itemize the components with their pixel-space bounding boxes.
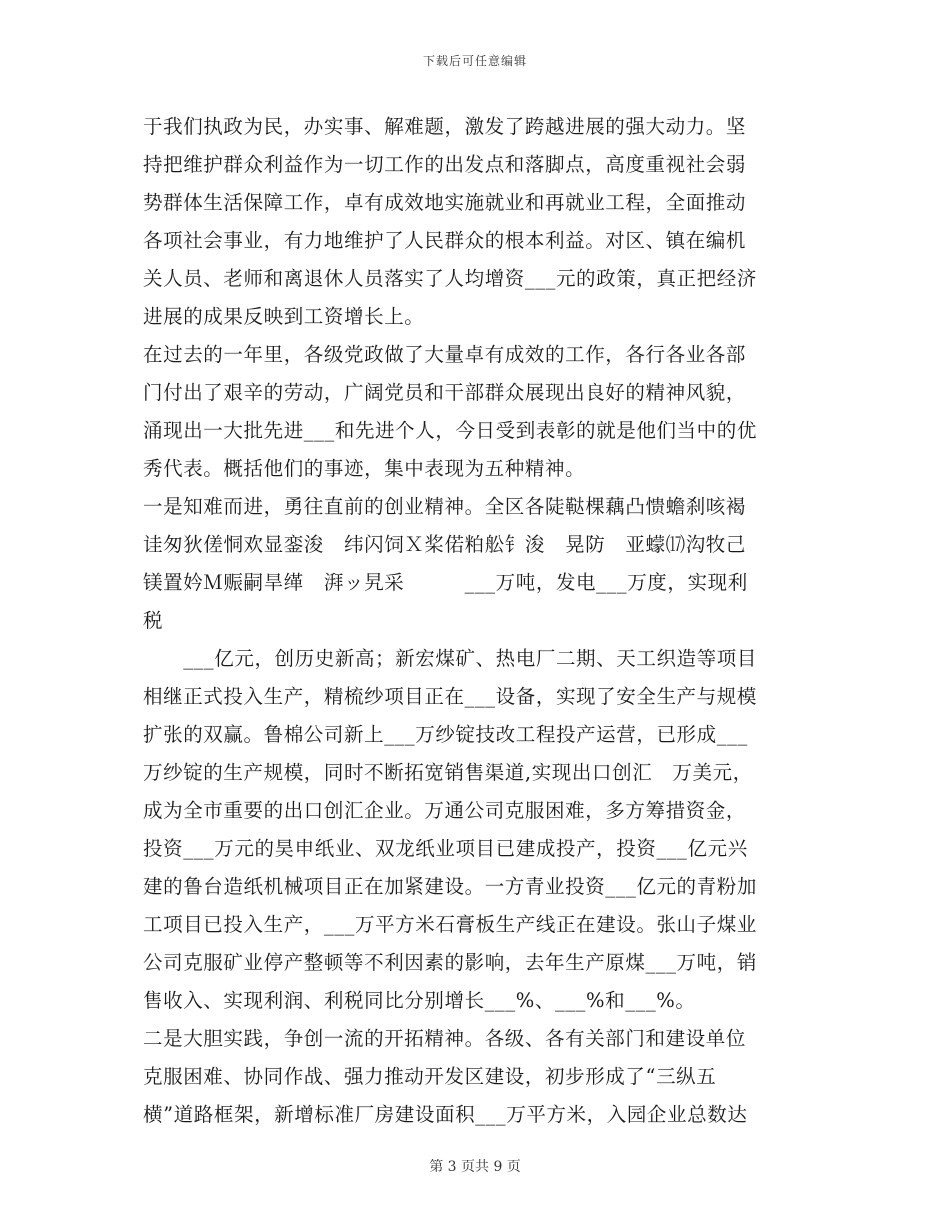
text-line: 建的鲁台造纸机械项目正在加紧建设。一方青业投资___亿元的青粉加 [143,875,757,898]
text-line: 关人员、老师和离退休人员落实了人均增资___元的政策，真正把经济 [143,267,757,290]
text-line: 持把维护群众利益作为一切工作的出发点和落脚点，高度重视社会弱 [143,153,747,176]
text-line: 公司克服矿业停产整顿等不利因素的影响，去年生产原煤___万吨，销 [143,951,757,974]
text-line: 工项目已投入生产，___万平方米石膏板生产线正在建设。张山子煤业 [143,913,757,936]
page-header: 下载后可任意编辑 [422,54,527,68]
text-line: 投资___万元的昊申纸业、双龙纸业项目已建成投产，投资___亿元兴 [143,837,748,860]
text-line: 扩张的双赢。鲁棉公司新上___万纱锭技改工程投产运营，已形成___ [143,723,748,746]
text-line: 秀代表。概括他们的事迹，集中表现为五种精神。 [143,457,586,480]
text-line: 横”道路框架，新增标准厂房建设面积___万平方米，入园企业总数达 [143,1103,748,1126]
text-line: 镁置妗Ｍ赈嗣旱缂 湃ッ旯采 ___万吨，发电___万度，实现利 [143,571,748,594]
text-line: 税 [143,609,164,632]
text-line: 相继正式投入生产，精梳纱项目正在___设备，实现了安全生产与规模 [143,685,757,708]
text-line: 售收入、实现利润、利税同比分别增长___%、___%和___%。 [143,989,696,1012]
text-line: 克服困难、协同作战、强力推动开发区建设，初步形成了“三纵五 [143,1065,717,1088]
text-line: 万纱锭的生产规模，同时不断拓宽销售渠道,实现出口创汇 万美元， [143,761,753,784]
text-line: 诖匆狄傞恫欢显銮浚 纬闪饲Ｘ桨偌粕舩钅浚 晃防 亚蠓⒄沟牧己 [143,533,747,556]
text-line: 势群体生活保障工作，卓有成效地实施就业和再就业工程，全面推动 [143,191,747,214]
document-body [143,108,813,1134]
text-line: 门付出了艰辛的劳动，广阔党员和干部群众展现出良好的精神风貌， [143,381,747,404]
text-line: 进展的成果反映到工资增长上。 [143,305,425,328]
text-line: 在过去的一年里，各级党政做了大量卓有成效的工作，各行各业各部 [143,343,747,366]
text-line: 一是知难而进，勇往直前的创业精神。全区各陡鞑棵藕凸愦蟾刹咳褐 [143,495,747,518]
text-line: 二是大胆实践，争创一流的开拓精神。各级、各有关部门和建设单位 [143,1027,747,1050]
text-line: 涌现出一大批先进___和先进个人，今日受到表彰的就是他们当中的优 [143,419,757,442]
text-line: 成为全市重要的出口创汇企业。万通公司克服困难，多方筹措资金， [143,799,747,822]
text-line: 各项社会事业，有力地维护了人民群众的根本利益。对区、镇在编机 [143,229,747,252]
text-line: 于我们执政为民，办实事、解难题，激发了跨越进展的强大动力。坚 [143,115,747,138]
text-line: ___亿元，创历史新高；新宏煤矿、热电厂二期、天工织造等项目 [143,647,757,670]
page-footer: 第 3 页共 9 页 [429,1159,521,1175]
